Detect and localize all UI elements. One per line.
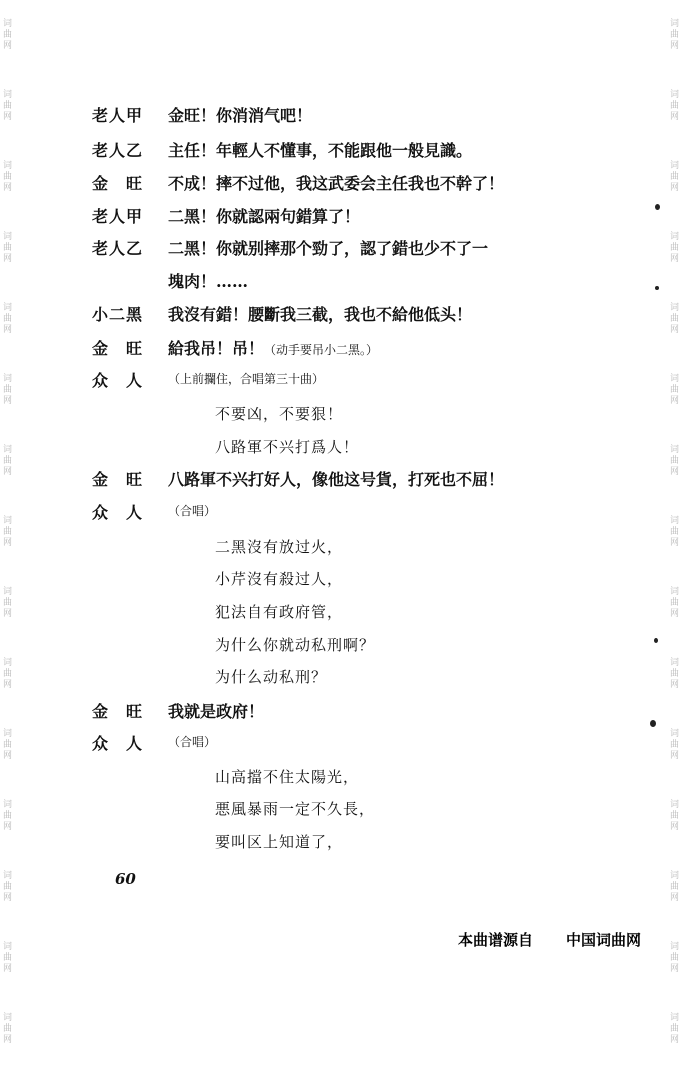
watermark-text: 词曲网 [3, 942, 13, 974]
watermark-text: 词曲网 [3, 374, 13, 406]
watermark-text: 词曲网 [3, 800, 13, 832]
watermark-text: 词曲网 [3, 516, 13, 548]
dialogue-text: 二黑！你就别摔那个勁了，認了錯也少不了一 [168, 239, 489, 258]
speaker-name: 金 旺 [92, 174, 144, 193]
watermark-text: 词曲网 [3, 90, 13, 122]
watermark-text: 词曲网 [670, 729, 680, 761]
dialogue-text: 主任！年輕人不懂事，不能跟他一般見識。 [168, 141, 473, 160]
watermark-text: 词曲网 [3, 658, 13, 690]
watermark-text: 词曲网 [3, 19, 13, 51]
lyric-text: 小芹沒有殺过人， [215, 570, 344, 588]
watermark-text: 词曲网 [3, 1013, 13, 1045]
lyric-text: 八路軍不兴打爲人！ [215, 438, 360, 456]
source-note: 本曲谱源自 [458, 931, 534, 949]
lyric-text: 要叫区上知道了， [215, 833, 344, 851]
dialogue-text: 給我吊！吊！ [168, 339, 265, 358]
stage-direction: （合唱） [168, 504, 217, 518]
lyric-text: 犯法自有政府管， [215, 603, 344, 621]
watermark-text: 词曲网 [3, 161, 13, 193]
speaker-name: 金 旺 [92, 339, 144, 358]
scan-speck [655, 204, 660, 210]
watermark-text: 词曲网 [3, 445, 13, 477]
scan-speck [655, 286, 659, 290]
watermark-text: 词曲网 [670, 19, 680, 51]
dialogue-text: 我沒有錯！腰斷我三截，我也不給他低头！ [168, 305, 473, 324]
lyric-text: 为什么动私刑？ [215, 668, 328, 686]
watermark-text: 词曲网 [3, 587, 13, 619]
lyric-text: 不要凶，不要狠！ [215, 405, 344, 423]
watermark-text: 词曲网 [3, 232, 13, 264]
dialogue-text: 不成！摔不过他，我这武委会主任我也不幹了！ [168, 174, 505, 193]
speaker-name: 老人乙 [92, 239, 144, 258]
watermark-text: 词曲网 [670, 942, 680, 974]
watermark-text: 词曲网 [670, 161, 680, 193]
speaker-name: 老人乙 [92, 141, 144, 160]
scan-speck [650, 720, 656, 727]
watermark-text: 词曲网 [3, 871, 13, 903]
stage-direction: （上前攔住，合唱第三十曲） [168, 372, 325, 386]
dialogue-text: 我就是政府！ [168, 702, 265, 721]
lyric-text: 二黑沒有放过火， [215, 538, 344, 556]
dialogue-text: 金旺！你消消气吧！ [168, 106, 313, 125]
lyric-text: 悪風暴雨一定不久長， [215, 800, 376, 818]
watermark-text: 词曲网 [670, 303, 680, 335]
dialogue-text: 八路軍不兴打好人，像他这号貨，打死也不屈！ [168, 470, 505, 489]
speaker-name: 老人甲 [92, 106, 144, 125]
speaker-name: 小二黑 [92, 305, 144, 324]
stage-direction: （动手要吊小二黑。） [264, 343, 379, 357]
dialogue-text: 塊肉！…… [168, 272, 249, 291]
watermark-text: 词曲网 [670, 1013, 680, 1045]
lyric-text: 为什么你就动私刑啊？ [215, 636, 376, 654]
speaker-name: 众 人 [92, 371, 144, 390]
watermark-text: 词曲网 [670, 516, 680, 548]
source-site-link[interactable]: 中国词曲网 [566, 931, 642, 949]
lyric-text: 山高擋不住太陽光， [215, 768, 360, 786]
watermark-text: 词曲网 [670, 587, 680, 619]
watermark-text: 词曲网 [670, 90, 680, 122]
watermark-text: 词曲网 [3, 303, 13, 335]
watermark-text: 词曲网 [670, 871, 680, 903]
watermark-text: 词曲网 [670, 232, 680, 264]
speaker-name: 众 人 [92, 503, 144, 522]
watermark-text: 词曲网 [670, 445, 680, 477]
watermark-text: 词曲网 [3, 729, 13, 761]
stage-direction: （合唱） [168, 735, 217, 749]
dialogue-text-group [168, 339, 378, 360]
speaker-name: 金 旺 [92, 702, 144, 721]
watermark-text: 词曲网 [670, 374, 680, 406]
watermark-text: 词曲网 [670, 658, 680, 690]
watermark-left [3, 8, 17, 1084]
speaker-name: 众 人 [92, 734, 144, 753]
watermark-text: 词曲网 [670, 800, 680, 832]
dialogue-text: 二黑！你就認兩句錯算了！ [168, 207, 361, 226]
speaker-name: 金 旺 [92, 470, 144, 489]
speaker-name: 老人甲 [92, 207, 144, 226]
page-number: 60 [115, 870, 136, 888]
watermark-right [670, 8, 684, 1084]
scan-speck [654, 638, 658, 643]
